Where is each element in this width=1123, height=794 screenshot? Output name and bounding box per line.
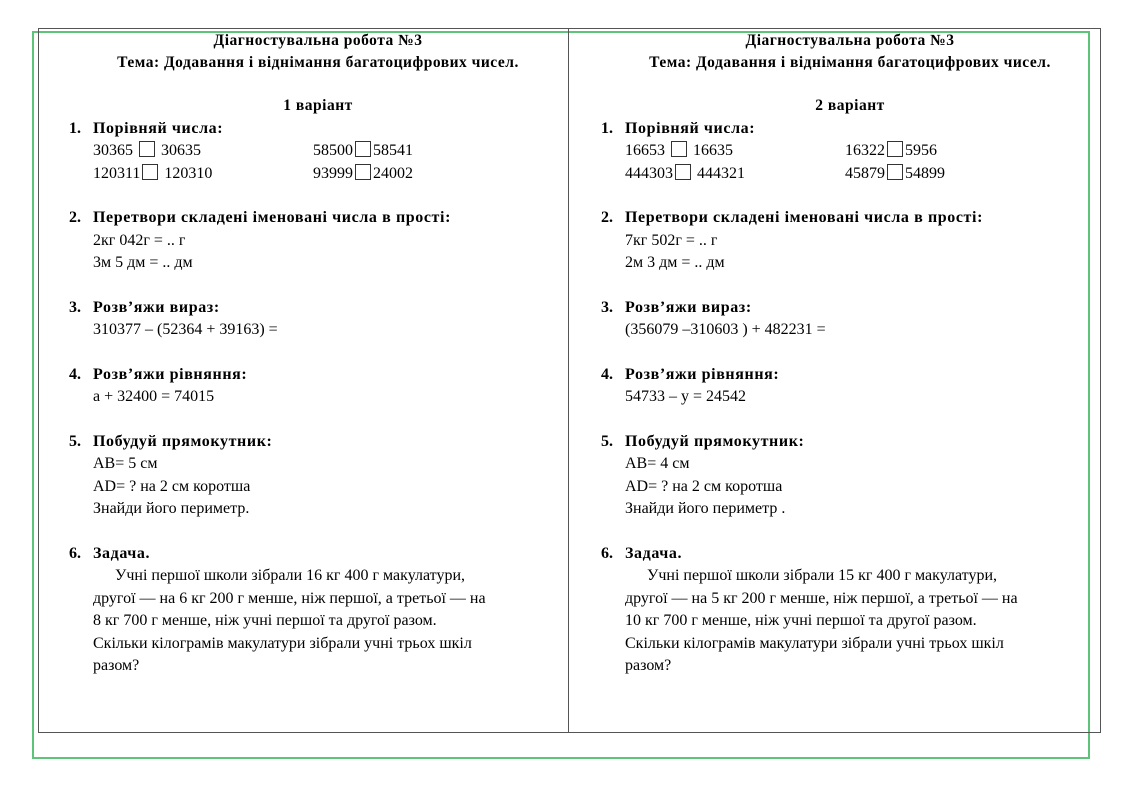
number: 30635	[161, 142, 201, 159]
compare-box[interactable]	[887, 141, 903, 157]
number: 5956	[905, 142, 937, 159]
number: 120311	[93, 164, 141, 182]
task-line: АD= ? на 2 см коротша	[93, 477, 251, 495]
task-title: Побудуй прямокутник:	[625, 432, 805, 450]
task-title: Розв’яжи рівняння:	[93, 365, 248, 383]
number: 444321	[697, 164, 745, 182]
task-line: 3м 5 дм = .. дм	[93, 254, 193, 271]
compare-box[interactable]	[139, 141, 155, 157]
task-line: 2кг 042г = .. г	[93, 231, 186, 249]
task-line: Знайди його периметр .	[625, 500, 786, 517]
problem-line: Учні першої школи зібрали 15 кг 400 г макулатури,	[647, 567, 997, 584]
compare-box[interactable]	[887, 164, 903, 180]
task-number: 5.	[601, 432, 613, 450]
task-title: Перетвори складені іменовані числа в прості:	[93, 209, 451, 226]
variant-1-column	[58, 30, 578, 678]
task-5	[590, 431, 1110, 521]
worksheet-heading: Діагностувальна робота №3	[213, 32, 423, 49]
number: 58500	[313, 142, 353, 159]
task-line: 54733 – у = 24542	[625, 388, 747, 405]
problem-line: Скільки кілограмів макулатури зібрали учні трьох шкіл	[625, 634, 1004, 652]
task-4	[58, 364, 578, 409]
task-line: (356079 –310603 ) + 482231 =	[625, 321, 826, 338]
problem-line: другої — на 6 кг 200 г менше, ніж першої, а третьої — на	[93, 589, 486, 607]
task-line: 310377 – (52364 + 39163) =	[93, 321, 278, 338]
compare-box[interactable]	[675, 164, 691, 180]
task-number: 1.	[69, 119, 81, 137]
problem-line: разом?	[93, 657, 140, 674]
compare-row	[93, 163, 578, 186]
task-number: 3.	[601, 298, 613, 316]
task-title: Порівняй числа:	[93, 119, 224, 137]
task-number: 1.	[601, 119, 613, 137]
compare-row	[93, 140, 578, 163]
task-title: Перетвори складені іменовані числа в прості:	[625, 209, 983, 226]
number: 16653	[625, 142, 665, 159]
task-line: 2м 3 дм = .. дм	[625, 254, 725, 271]
problem-line: Скільки кілограмів макулатури зібрали учні трьох шкіл	[93, 634, 472, 652]
worksheet-topic: Тема: Додавання і віднімання багатоцифрових чисел.	[117, 54, 519, 71]
task-6	[58, 543, 578, 678]
worksheet-topic: Тема: Додавання і віднімання багатоцифрових чисел.	[649, 54, 1051, 71]
compare-box[interactable]	[355, 141, 371, 157]
task-title: Розв’яжи рівняння:	[625, 365, 780, 383]
problem-line: другої — на 5 кг 200 г менше, ніж першої, а третьої — на	[625, 589, 1018, 607]
task-line: АВ= 4 см	[625, 455, 690, 472]
task-line: а + 32400 = 74015	[93, 388, 215, 405]
task-line: 7кг 502г = .. г	[625, 231, 718, 249]
task-2	[590, 207, 1110, 275]
task-title: Розв’яжи вираз:	[625, 298, 752, 316]
variant-title: 2 варіант	[815, 97, 885, 114]
task-title: Розв’яжи вираз:	[93, 298, 220, 316]
number: 54899	[905, 164, 945, 182]
number: 45879	[845, 164, 885, 182]
task-2	[58, 207, 578, 275]
number: 444303	[625, 164, 673, 182]
compare-row	[625, 163, 1110, 186]
task-number: 3.	[69, 298, 81, 316]
problem-line: Учні першої школи зібрали 16 кг 400 г макулатури,	[115, 567, 465, 584]
problem-line: разом?	[625, 657, 672, 674]
number: 120310	[164, 164, 213, 182]
task-line: АD= ? на 2 см коротша	[625, 477, 783, 495]
compare-box[interactable]	[671, 141, 687, 157]
compare-box[interactable]	[142, 164, 158, 180]
number: 93999	[313, 164, 353, 182]
task-title: Порівняй числа:	[625, 119, 756, 137]
compare-row	[625, 140, 1110, 163]
number: 30365	[93, 142, 133, 159]
task-number: 6.	[601, 544, 613, 562]
variant-2-column	[590, 30, 1110, 678]
number: 16635	[693, 142, 733, 159]
task-6	[590, 543, 1110, 678]
task-number: 5.	[69, 432, 81, 450]
task-number: 4.	[601, 365, 613, 383]
task-title: Задача.	[625, 544, 683, 562]
task-5	[58, 431, 578, 521]
task-number: 6.	[69, 544, 81, 562]
task-line: АВ= 5 см	[93, 455, 158, 472]
task-1	[58, 118, 578, 186]
problem-line: 10 кг 700 г менше, ніж учні першої та другої разом.	[625, 612, 977, 629]
variant-title: 1 варіант	[283, 97, 353, 114]
task-number: 2.	[601, 209, 613, 226]
problem-line: 8 кг 700 г менше, ніж учні першої та другої разом.	[93, 612, 437, 629]
task-3	[58, 297, 578, 342]
number: 16322	[845, 142, 885, 159]
number: 58541	[373, 142, 413, 159]
task-number: 2.	[69, 209, 81, 226]
task-line: Знайди його периметр.	[93, 500, 250, 517]
task-1	[590, 118, 1110, 186]
task-4	[590, 364, 1110, 409]
task-title: Задача.	[93, 544, 151, 562]
number: 24002	[373, 164, 413, 182]
task-title: Побудуй прямокутник:	[93, 432, 273, 450]
task-3	[590, 297, 1110, 342]
compare-box[interactable]	[355, 164, 371, 180]
task-number: 4.	[69, 365, 81, 383]
worksheet-heading: Діагностувальна робота №3	[745, 32, 955, 49]
